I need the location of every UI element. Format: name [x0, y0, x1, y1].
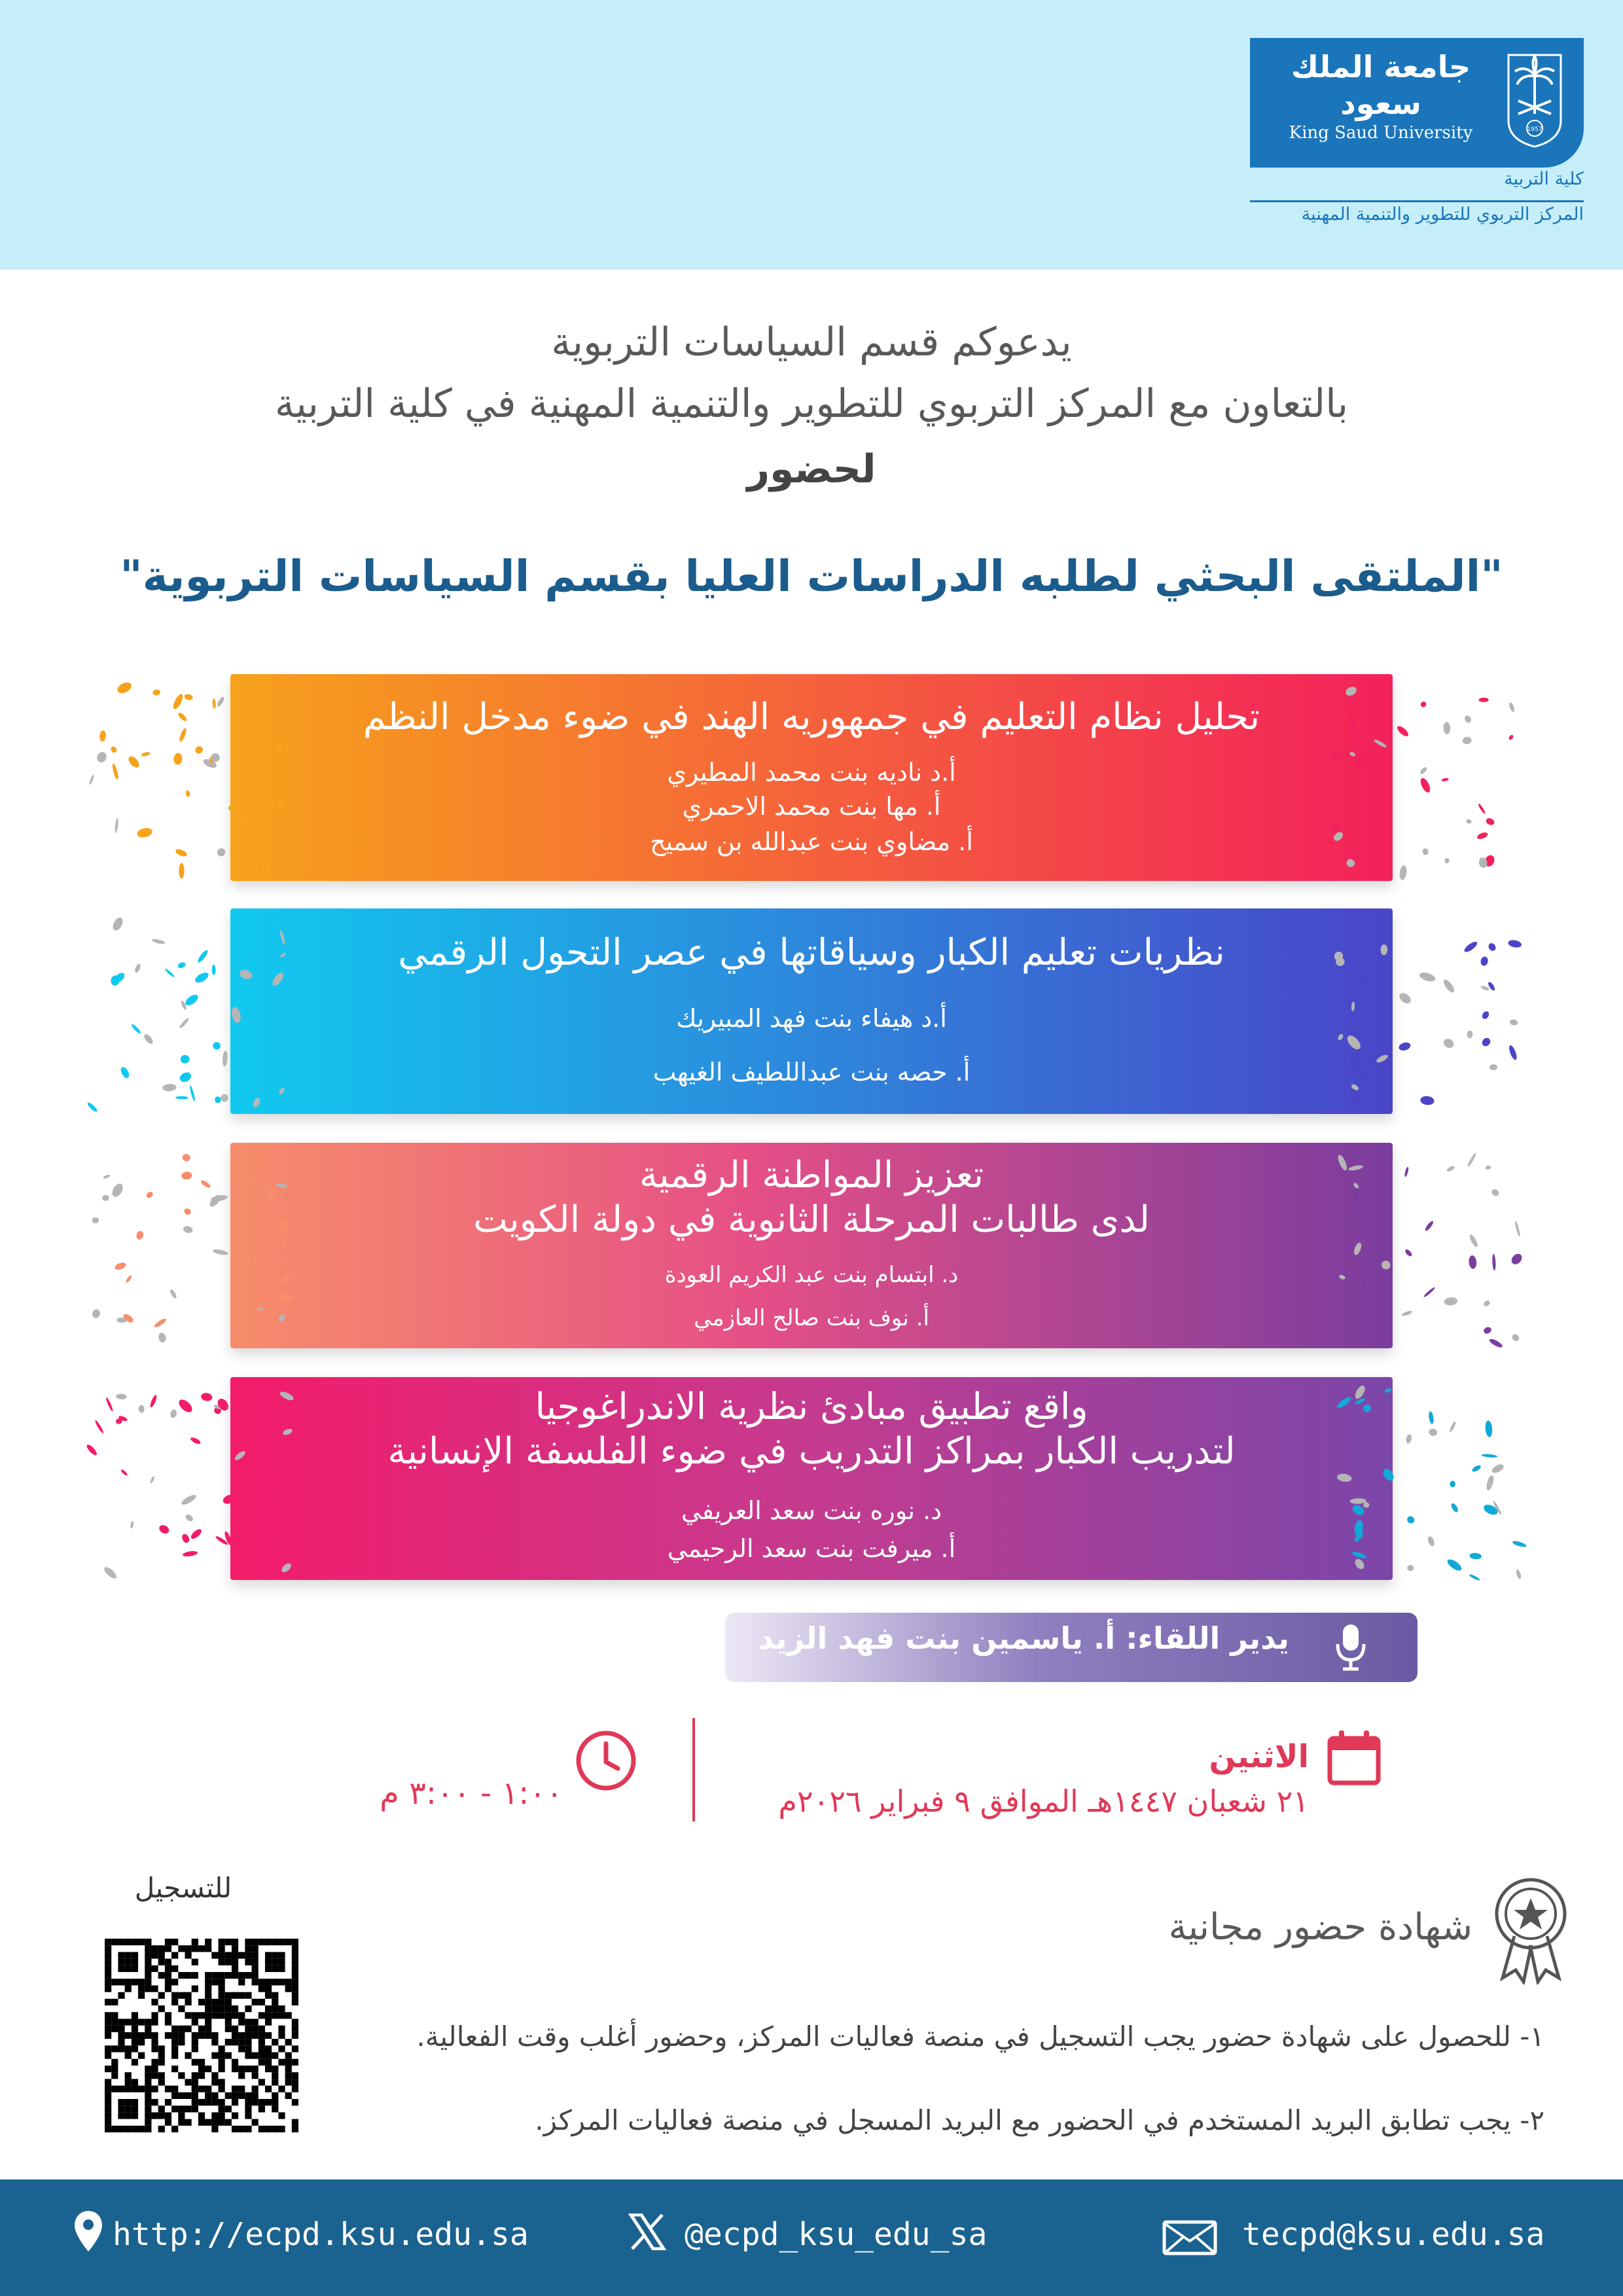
confetti-piece [276, 1183, 288, 1189]
confetti-piece [1344, 685, 1358, 697]
logo-english-name: King Saud University [1289, 123, 1473, 143]
confetti-piece [1336, 1473, 1352, 1482]
confetti-piece [216, 696, 225, 708]
event-title: "الملتقى البحثي لطلبه الدراسات العليا بقسم السياسات التربوية" [120, 551, 1503, 601]
confetti-piece [179, 863, 184, 878]
confetti-piece [1362, 1403, 1373, 1414]
confetti-piece [92, 1217, 99, 1224]
intro-line-1: يدعوكم قسم السياسات التربوية [551, 319, 1072, 365]
confetti-piece [103, 1566, 118, 1581]
confetti-piece [181, 1533, 190, 1544]
confetti-piece [183, 1225, 194, 1234]
confetti-piece [1423, 1287, 1436, 1299]
confetti-piece [213, 1095, 222, 1104]
confetti-piece [135, 1230, 145, 1240]
confetti-piece [273, 918, 283, 926]
confetti-piece [181, 1153, 191, 1162]
confetti-piece [185, 1513, 194, 1522]
confetti-piece [1442, 978, 1456, 994]
confetti-piece [171, 692, 185, 710]
confetti-piece [1469, 1573, 1480, 1581]
certificate-note-1: ١- للحصول على شهادة حضور يجب التسجيل في منصة فعاليات المركز، وحضور أغلب وقت الفعالية. [416, 2020, 1544, 2053]
confetti-piece [1380, 1151, 1393, 1168]
confetti-piece [1480, 1036, 1492, 1048]
confetti-piece [194, 745, 204, 755]
college-name: كلية التربية [1504, 169, 1584, 189]
svg-text:1957: 1957 [1527, 126, 1543, 133]
moderator-text: يدير اللقاء: أ. ياسمين بنت فهد الزيد [758, 1621, 1289, 1656]
session-3-title-line-1: تعزيز المواطنة الرقمية [639, 1154, 984, 1196]
confetti-piece [99, 730, 107, 742]
confetti-piece [230, 745, 237, 751]
confetti-piece [1428, 1428, 1438, 1437]
confetti-piece [276, 744, 283, 755]
confetti-piece [169, 1289, 177, 1299]
confetti-piece [1480, 956, 1489, 967]
confetti-piece [1483, 1326, 1493, 1335]
session-4-presenter-1: د. نوره بنت سعد العريفي [681, 1496, 942, 1525]
confetti-piece [268, 1393, 280, 1405]
confetti-piece [1420, 1096, 1435, 1106]
confetti-piece [212, 698, 216, 709]
confetti-piece [257, 1551, 267, 1565]
certificate-heading: شهادة حضور مجانية [1168, 1906, 1472, 1948]
confetti-piece [125, 1275, 132, 1283]
confetti-piece [1405, 1434, 1412, 1444]
confetti-piece [1381, 1467, 1396, 1482]
confetti-piece [1355, 753, 1364, 769]
confetti-piece [1336, 1395, 1352, 1410]
confetti-piece [1462, 736, 1472, 745]
confetti-piece [1424, 1220, 1435, 1232]
confetti-piece [223, 1531, 233, 1547]
clock-icon [573, 1728, 639, 1793]
confetti-piece [151, 938, 165, 944]
confetti-piece [1348, 1164, 1364, 1172]
session-2-presenter-2: أ. حصه بنت عبداللطيف الغيهب [652, 1058, 971, 1086]
x-twitter-icon [628, 2214, 666, 2250]
confetti-piece [179, 1017, 190, 1029]
confetti-piece [1449, 1421, 1457, 1433]
confetti-piece [180, 1493, 197, 1506]
location-pin-icon [73, 2210, 103, 2253]
confetti-piece [1479, 698, 1489, 702]
confetti-piece [1450, 1480, 1455, 1488]
confetti-piece [1508, 1045, 1518, 1061]
confetti-decoration [0, 655, 1623, 1604]
confetti-piece [1510, 1333, 1520, 1342]
confetti-piece [158, 1524, 171, 1535]
confetti-piece [189, 1528, 203, 1541]
confetti-piece [1347, 698, 1355, 703]
intro-line-2: بالتعاون مع المركز التربوي للتطوير والتنمية المهنية في كلية التربية [274, 381, 1349, 427]
confetti-piece [245, 1251, 252, 1268]
confetti-piece [1441, 778, 1449, 782]
confetti-piece [183, 1207, 192, 1216]
confetti-piece [1492, 1254, 1496, 1271]
confetti-piece [1419, 766, 1427, 776]
session-4-presenter-2: أ. ميرفت بنت سعد الرحيمي [667, 1534, 956, 1563]
qr-code[interactable] [105, 1939, 298, 2132]
confetti-piece [1469, 1234, 1479, 1248]
confetti-piece [1481, 1010, 1491, 1020]
confetti-piece [114, 1261, 127, 1271]
session-4-title-line-2: لتدريب الكبار بمراكز التدريب في ضوء الفلسفة الإنسانية [387, 1430, 1236, 1473]
confetti-piece [185, 790, 190, 797]
confetti-piece [238, 969, 253, 980]
session-2-presenter-1: أ.د هيفاء بنت فهد المبيريك [676, 1004, 947, 1033]
confetti-piece [1516, 1569, 1522, 1579]
confetti-piece [275, 1066, 288, 1081]
confetti-piece [222, 1493, 236, 1505]
confetti-piece [173, 753, 183, 765]
intro-line-3: لحضور [747, 446, 876, 492]
confetti-piece [281, 1239, 289, 1248]
confetti-piece [1467, 1153, 1477, 1168]
confetti-piece [1337, 1033, 1344, 1041]
confetti-piece [190, 1436, 202, 1445]
confetti-piece [95, 750, 108, 764]
confetti-piece [240, 814, 250, 823]
confetti-piece [110, 745, 118, 754]
confetti-piece [1350, 1154, 1361, 1164]
confetti-piece [1361, 1187, 1369, 1193]
confetti-piece [270, 971, 285, 987]
confetti-piece [1481, 1454, 1497, 1458]
confetti-piece [266, 1304, 274, 1312]
session-1-presenter-2: أ. مها بنت محمد الاحمري [682, 792, 941, 821]
session-4-title-line-1: واقع تطبيق مبادئ نظرية الاندراغوجيا [535, 1386, 1088, 1428]
confetti-piece [1349, 1011, 1357, 1020]
confetti-piece [278, 1086, 285, 1095]
confetti-piece [1349, 1054, 1361, 1066]
confetti-piece [158, 1332, 167, 1343]
confetti-piece [178, 1071, 192, 1084]
confetti-piece [252, 1097, 261, 1109]
confetti-piece [1488, 1337, 1503, 1349]
confetti-piece [1355, 977, 1366, 990]
confetti-piece [1347, 741, 1358, 749]
confetti-piece [1485, 1165, 1491, 1170]
confetti-piece [1353, 1242, 1363, 1256]
confetti-piece [1336, 1154, 1349, 1172]
confetti-piece [1355, 1237, 1359, 1243]
confetti-piece [130, 1520, 134, 1528]
center-name: المركز التربوي للتطوير والتنمية المهنية [1301, 204, 1584, 224]
confetti-piece [200, 1179, 211, 1189]
confetti-piece [279, 1272, 291, 1287]
confetti-piece [1491, 1188, 1501, 1197]
confetti-piece [1442, 1037, 1455, 1049]
certificate-note-2: ٢- يجب تطابق البريد المستخدم في الحضور مع البريد المسجل في منصة فعاليات المركز. [535, 2104, 1544, 2136]
confetti-piece [177, 711, 188, 723]
confetti-piece [1469, 1552, 1482, 1560]
event-time: ١:٠٠ - ٣:٠٠ م [380, 1775, 563, 1812]
confetti-piece [1351, 1551, 1367, 1560]
confetti-piece [1463, 715, 1472, 725]
confetti-piece [1404, 1248, 1413, 1257]
confetti-piece [1401, 1310, 1413, 1317]
event-date: ٢١ شعبان ١٤٤٧هـ الموافق ٩ فبراير ٢٠٢٦م [778, 1784, 1309, 1819]
confetti-piece [136, 827, 153, 839]
session-1-presenter-1: أ.د ناديه بنت محمد المطيري [667, 758, 956, 787]
confetti-piece [1483, 1299, 1491, 1307]
confetti-piece [1373, 738, 1387, 749]
confetti-piece [88, 774, 95, 785]
confetti-piece [1514, 1221, 1521, 1237]
confetti-piece [262, 750, 270, 755]
confetti-piece [120, 1469, 128, 1477]
confetti-piece [110, 1182, 125, 1199]
confetti-piece [149, 1476, 155, 1484]
confetti-piece [153, 1318, 167, 1329]
session-1-title: تحليل نظام التعليم في جمهوريه الهند في ضوء مدخل النظم [363, 696, 1260, 738]
confetti-piece [1421, 848, 1429, 855]
confetti-piece [189, 1085, 196, 1102]
confetti-piece [1376, 822, 1387, 833]
confetti-piece [282, 1427, 293, 1436]
confetti-piece [86, 1102, 98, 1113]
confetti-piece [1384, 1388, 1392, 1394]
confetti-piece [169, 1408, 177, 1418]
confetti-piece [184, 693, 194, 700]
email-address[interactable]: tecpd@ksu.edu.sa [1242, 2216, 1545, 2253]
confetti-piece [1450, 1502, 1459, 1513]
confetti-piece [182, 1551, 198, 1558]
confetti-piece [1346, 1063, 1363, 1076]
confetti-piece [230, 1006, 242, 1024]
confetti-piece [1463, 940, 1478, 954]
confetti-piece [249, 717, 260, 725]
confetti-piece [1509, 1019, 1518, 1026]
confetti-piece [177, 961, 187, 969]
confetti-piece [1508, 734, 1514, 741]
confetti-piece [162, 1083, 177, 1091]
confetti-piece [119, 1066, 130, 1079]
confetti-piece [221, 1094, 228, 1102]
confetti-piece [145, 1191, 154, 1199]
session-3-presenter-1: د. ابتسام بنت عبد الكريم العودة [664, 1262, 959, 1288]
confetti-piece [211, 1041, 222, 1051]
confetti-piece [116, 680, 134, 695]
envelope-icon [1162, 2220, 1217, 2255]
confetti-piece [111, 763, 119, 780]
confetti-piece [131, 1023, 142, 1034]
confetti-piece [1349, 1088, 1362, 1105]
confetti-piece [212, 965, 216, 975]
confetti-piece [175, 1096, 188, 1100]
confetti-piece [1398, 1041, 1412, 1052]
confetti-piece [1418, 971, 1436, 982]
confetti-piece [103, 1174, 111, 1179]
confetti-piece [1465, 819, 1472, 825]
confetti-piece [1397, 991, 1412, 1005]
confetti-piece [1478, 803, 1486, 814]
confetti-piece [115, 817, 119, 833]
confetti-piece [1406, 1515, 1416, 1525]
confetti-piece [1446, 1165, 1455, 1172]
confetti-piece [1491, 1463, 1505, 1475]
confetti-piece [1471, 1464, 1482, 1473]
twitter-handle[interactable]: @ecpd_ksu_edu_sa [685, 2216, 988, 2253]
date-time-divider [692, 1718, 695, 1821]
confetti-piece [1444, 1297, 1458, 1306]
confetti-piece [246, 1175, 253, 1186]
confetti-piece [164, 968, 175, 978]
confetti-piece [1351, 1001, 1355, 1011]
confetti-piece [1487, 942, 1497, 952]
confetti-piece [277, 1293, 294, 1302]
session-2-title: نظريات تعليم الكبار وسياقاتها في عصر التحول الرقمي [398, 931, 1225, 974]
confetti-piece [232, 1183, 244, 1194]
confetti-piece [184, 993, 200, 1008]
confetti-piece [1396, 725, 1410, 738]
calendar-icon [1325, 1728, 1383, 1787]
session-1-presenter-3: أ. مضاوي بنت عبدالله بن سميح [650, 827, 973, 856]
confetti-piece [105, 1397, 114, 1412]
confetti-piece [253, 1157, 263, 1167]
confetti-piece [1476, 831, 1489, 840]
microphone-icon [1332, 1622, 1369, 1673]
confetti-piece [1428, 1411, 1435, 1424]
confetti-piece [91, 1308, 101, 1319]
confetti-piece [180, 1054, 190, 1064]
confetti-piece [222, 1050, 228, 1067]
confetti-piece [1508, 702, 1516, 712]
confetti-piece [1489, 1064, 1498, 1070]
confetti-piece [216, 847, 227, 858]
award-medal-icon [1489, 1873, 1572, 1984]
event-day: الاثنين [1209, 1738, 1309, 1775]
confetti-piece [178, 727, 187, 742]
confetti-piece [102, 1195, 109, 1201]
confetti-piece [116, 1393, 127, 1399]
confetti-piece [149, 1394, 158, 1408]
confetti-piece [1427, 1535, 1435, 1547]
confetti-piece [1376, 1053, 1389, 1064]
confetti-piece [279, 952, 287, 959]
confetti-piece [1512, 1540, 1527, 1549]
confetti-piece [264, 1185, 276, 1202]
confetti-piece [279, 1390, 294, 1402]
confetti-piece [175, 848, 188, 857]
confetti-piece [213, 1248, 229, 1256]
confetti-piece [259, 861, 272, 874]
confetti-piece [1347, 723, 1357, 731]
confetti-piece [1446, 1557, 1463, 1572]
confetti-piece [1406, 1564, 1414, 1571]
confetti-piece [1467, 1030, 1472, 1038]
confetti-piece [1419, 777, 1432, 794]
confetti-piece [1419, 700, 1427, 708]
confetti-piece [1353, 1188, 1360, 1202]
confetti-piece [177, 1397, 194, 1414]
confetti-piece [138, 1405, 145, 1413]
confetti-piece [181, 1171, 193, 1179]
confetti-piece [1510, 1252, 1524, 1266]
confetti-piece [1353, 1209, 1361, 1217]
confetti-piece [279, 929, 286, 944]
confetti-piece [200, 1392, 213, 1402]
logo-arabic-name: جامعة الملك سعود [1291, 49, 1471, 121]
confetti-piece [1399, 865, 1408, 881]
confetti-piece [1404, 1166, 1409, 1177]
confetti-piece [280, 1562, 293, 1574]
confetti-piece [111, 916, 125, 932]
confetti-piece [1444, 857, 1450, 864]
website-link[interactable]: http://ecpd.ksu.edu.sa [113, 2216, 529, 2253]
confetti-piece [143, 1033, 154, 1045]
confetti-piece [276, 781, 283, 789]
confetti-piece [269, 1507, 278, 1522]
confetti-piece [257, 1308, 264, 1311]
confetti-piece [1485, 817, 1495, 826]
confetti-piece [196, 949, 209, 964]
confetti-piece [126, 755, 141, 770]
confetti-piece [234, 1450, 247, 1462]
confetti-piece [152, 689, 161, 696]
confetti-piece [134, 963, 142, 973]
session-3-title-line-2: لدى طالبات المرحلة الثانوية في دولة الكويت [473, 1198, 1150, 1241]
confetti-piece [1485, 1475, 1495, 1491]
confetti-piece [1350, 1219, 1364, 1225]
confetti-piece [1361, 1278, 1369, 1288]
confetti-piece [277, 798, 284, 808]
confetti-piece [1349, 751, 1356, 757]
confetti-piece [1485, 1420, 1493, 1437]
confetti-piece [1443, 722, 1450, 734]
confetti-piece [1353, 1384, 1367, 1401]
confetti-piece [1355, 1071, 1367, 1081]
confetti-piece [1353, 1557, 1366, 1571]
confetti-piece [94, 1420, 105, 1434]
palm-swords-emblem-icon [1499, 48, 1571, 153]
confetti-piece [1348, 712, 1355, 724]
confetti-piece [141, 751, 151, 757]
confetti-piece [1338, 1274, 1346, 1280]
confetti-piece [85, 1443, 98, 1457]
confetti-piece [277, 1313, 286, 1323]
confetti-piece [279, 1218, 289, 1232]
confetti-piece [194, 971, 210, 984]
confetti-piece [1469, 1255, 1477, 1270]
confetti-piece [1330, 751, 1343, 760]
registration-label: للتسجيل [134, 1872, 232, 1904]
header-divider [1250, 200, 1584, 202]
confetti-piece [1507, 939, 1522, 949]
session-3-presenter-2: أ. نوف بنت صالح العازمي [694, 1305, 929, 1331]
confetti-piece [228, 805, 237, 812]
confetti-piece [1480, 985, 1489, 992]
